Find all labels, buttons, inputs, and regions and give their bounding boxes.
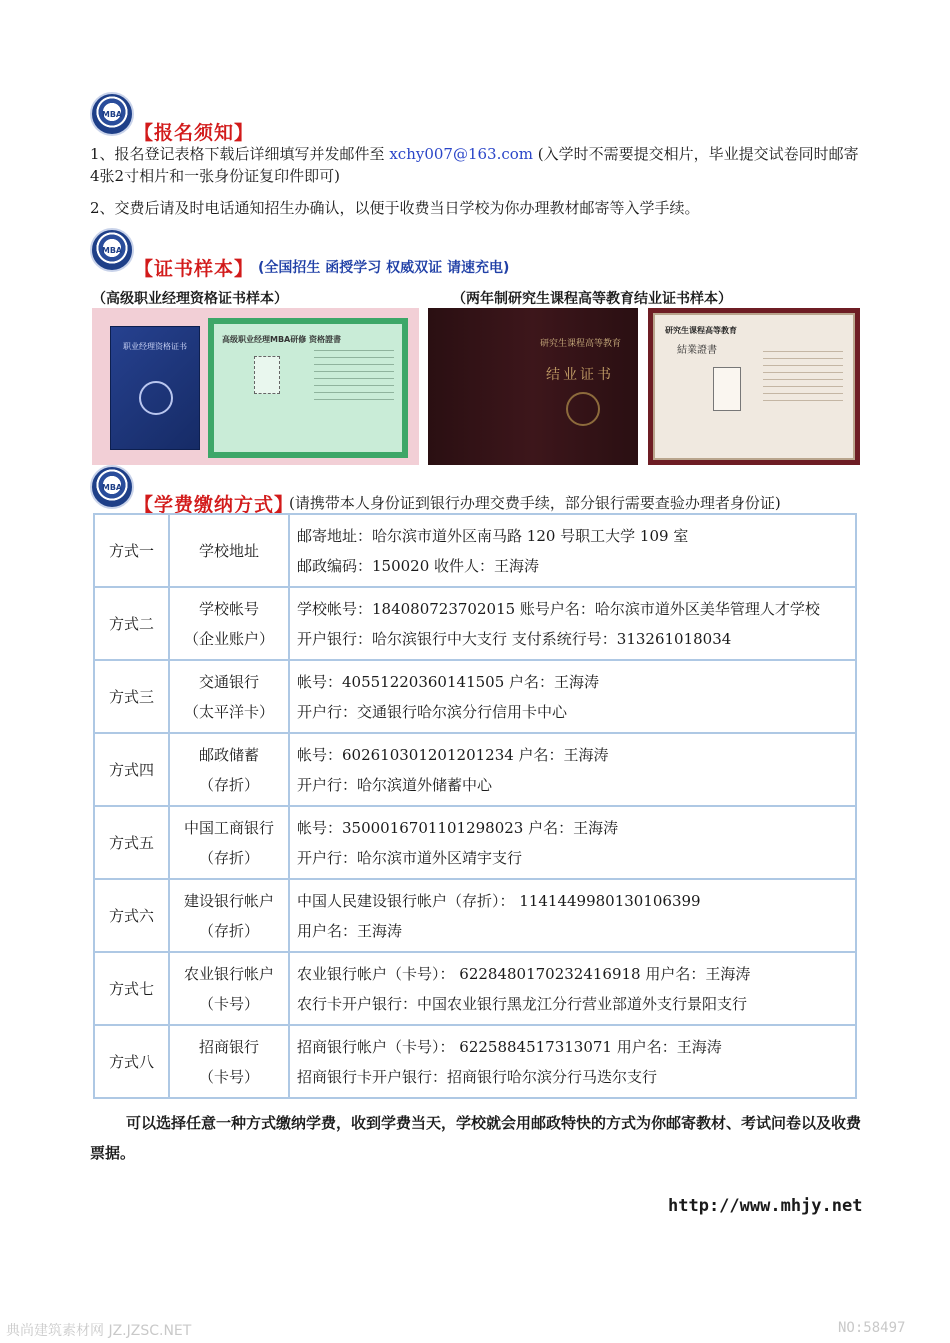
certificate-page: 研究生课程高等教育 結業證書 <box>648 308 860 465</box>
method-details: 帐号：3500016701101298023 户名：王海涛 开户行：哈尔滨市道外区靖宇支行 <box>289 806 856 879</box>
payment-note: (请携带本人身份证到银行办理交费手续，部分银行需要查验办理者身份证) <box>289 494 781 512</box>
method-label: 方式八 <box>94 1025 169 1098</box>
method-label: 方式三 <box>94 660 169 733</box>
method-details: 中国人民建设银行帐户（存折）： 1141449980130106399 用户名：王海涛 <box>289 879 856 952</box>
method-label: 方式六 <box>94 879 169 952</box>
method-details: 帐号：40551220360141505 户名：王海涛 开户行：交通银行哈尔滨分行信用卡中心 <box>289 660 856 733</box>
method-type: 交通银行 （太平洋卡） <box>169 660 289 733</box>
graduate-certificate-sample-image <box>428 308 860 465</box>
table-row <box>94 587 856 660</box>
table-row <box>94 733 856 806</box>
payment-title: 【学费缴纳方式】 <box>134 494 295 516</box>
left-certificate-caption: （高级职业经理资格证书样本） <box>92 291 288 307</box>
closing-paragraph: 可以选择任意一种方式缴纳学费，收到学费当天，学校就会用邮政特快的方式为你邮寄教材、考试问卷以及收费票据。 <box>90 1114 862 1162</box>
method-type: 学校地址 <box>169 514 289 587</box>
registration-item-1 <box>90 143 860 187</box>
method-details: 学校帐号：184080723702015 账号户名：哈尔滨市道外区美华管理人才学校 开户银行：哈尔滨银行中大支行 支付系统行号：313261018034 <box>289 587 856 660</box>
photo-placeholder <box>713 367 741 411</box>
method-type: 学校帐号 （企业账户） <box>169 587 289 660</box>
table-row <box>94 952 856 1025</box>
method-label: 方式七 <box>94 952 169 1025</box>
watermark-footer-right: NO:58497 <box>838 1320 906 1336</box>
table-row <box>94 660 856 733</box>
school-logo-icon: MBA <box>90 465 134 509</box>
method-label: 方式四 <box>94 733 169 806</box>
method-type: 招商银行 （卡号） <box>169 1025 289 1098</box>
method-details: 邮寄地址：哈尔滨市道外区南马路 120 号职工大学 109 室 邮政编码：150020 收件人：王海涛 <box>289 514 856 587</box>
table-row <box>94 514 856 587</box>
seal-icon <box>566 392 600 426</box>
method-label: 方式一 <box>94 514 169 587</box>
registration-item-1-note: (入学时不需要提交相片，毕业提交试卷同时邮寄4张2寸相片和一张身份证复印件即可) <box>90 145 859 185</box>
registration-item-2: 2、交费后请及时电话通知招生办确认，以便于收费当日学校为你办理教材邮寄等入学手续。 <box>90 199 700 217</box>
watermark-footer-left: 典尚建筑素材网 JZ.JZSC.NET <box>6 1323 192 1339</box>
method-label: 方式二 <box>94 587 169 660</box>
payment-methods-table <box>93 513 857 1099</box>
school-logo-icon: MBA <box>90 92 134 136</box>
school-logo-icon: MBA <box>90 228 134 272</box>
seal-icon <box>139 381 173 415</box>
method-type: 农业银行帐户 （卡号） <box>169 952 289 1025</box>
photo-placeholder <box>254 356 280 394</box>
certificates-title: 【证书样本】 <box>134 258 255 280</box>
registration-title: 【报名须知】 <box>134 122 255 144</box>
right-certificate-caption: （两年制研究生课程高等教育结业证书样本） <box>452 291 732 307</box>
method-details: 帐号：602610301201201234 户名：王海涛 开户行：哈尔滨道外储蓄中心 <box>289 733 856 806</box>
method-label: 方式五 <box>94 806 169 879</box>
method-type: 邮政储蓄 （存折） <box>169 733 289 806</box>
method-details: 农业银行帐户（卡号）： 6228480170232416918 用户名：王海涛 农行卡开户银行：中国农业银行黑龙江分行营业部道外支行景阳支行 <box>289 952 856 1025</box>
registration-item-1-text: 1、报名登记表格下载后详细填写并发邮件至 <box>90 145 385 163</box>
manager-certificate-sample-image <box>92 308 419 465</box>
table-row <box>94 879 856 952</box>
certificate-book-cover: 研究生课程高等教育 结业证书 <box>428 308 638 465</box>
certificate-book-cover: 职业经理资格证书 <box>110 326 200 450</box>
registration-email-link[interactable]: xchy007@163.com <box>389 145 534 163</box>
certificate-page: 高级职业经理MBA研修 资格證書 <box>208 318 408 458</box>
method-details: 招商银行帐户（卡号）： 6225884517313071 用户名：王海涛 招商银行卡开户银行：招商银行哈尔滨分行马迭尔支行 <box>289 1025 856 1098</box>
method-type: 建设银行帐户 （存折） <box>169 879 289 952</box>
method-type: 中国工商银行 （存折） <box>169 806 289 879</box>
website-link[interactable]: http://www.mhjy.net <box>668 1196 863 1216</box>
table-row <box>94 1025 856 1098</box>
certificates-subtitle: (全国招生 函授学习 权威双证 请速充电) <box>258 260 510 276</box>
table-row <box>94 806 856 879</box>
